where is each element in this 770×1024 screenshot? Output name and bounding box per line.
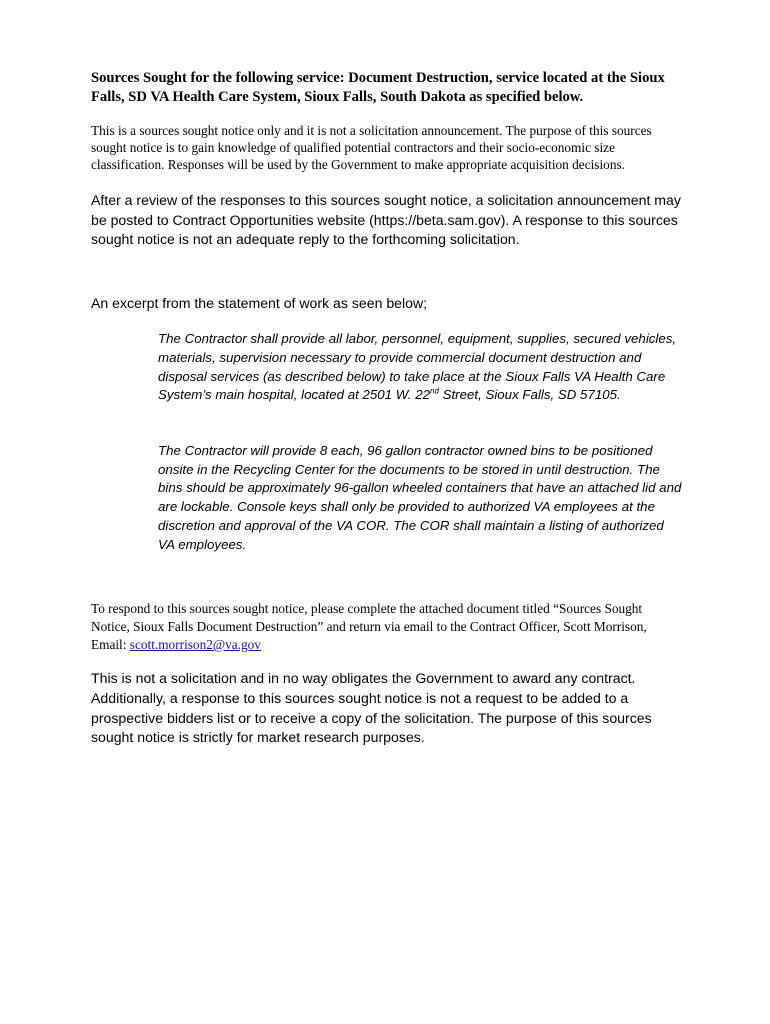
intro-paragraph: This is a sources sought notice only and it is not a solicitation announcement. The purpose of this sources sought notice is to gain knowledge of qualified potential contractors and their socio-economic size classification. Responses will be used by the Government to make appropriate acquisition decisions. xyxy=(91,123,652,173)
sow-excerpt-1-text-end: Street, Sioux Falls, SD 57105. xyxy=(438,387,621,403)
respond-paragraph xyxy=(91,600,671,654)
sow-excerpt-1 xyxy=(158,330,683,405)
sow-excerpt-2: The Contractor will provide 8 each, 96 gallon contractor owned bins to be positioned onsite in the Recycling Center for the documents to be stored in until destruction. The bins should be approximately 96-gallon wheeled containers that have an attached lid and are lockable. Console keys shall only be provided to authorized VA employees at the discretion and approval of the VA COR. The COR shall maintain a listing of authorized VA employees. xyxy=(158,443,682,552)
after-review-paragraph: After a review of the responses to this sources sought notice, a solicitation announcement may be posted to Contract Opportunities website (https://beta.sam.gov). A response to this sources sought notice is not an adequate reply to the forthcoming solicitation. xyxy=(91,192,681,248)
notice-title: Sources Sought for the following service: Document Destruction, service located at the Sioux Falls, SD VA Health Care System, Sioux Falls, South Dakota as specified below. xyxy=(91,70,665,105)
closing-paragraph: This is not a solicitation and in no way obligates the Government to award any contract. Additionally, a response to this sources sought notice is not a request to be added to a prospective bidders list or to receive a copy of the solicitation. The purpose of this sources sought notice is strictly for market research purposes. xyxy=(91,670,652,746)
ordinal-suffix: nd xyxy=(430,386,439,396)
sow-excerpt-1-text: The Contractor shall provide all labor, personnel, equipment, supplies, secured vehicles, materials, supervision necessary to provide commercial document destruction and disposal services (as described below) to take place at the Sioux Falls VA Health Care System’s main hospital, located at 2501 W. 22 xyxy=(158,331,677,403)
respond-text: To respond to this sources sought notice, please complete the attached document titled “Sources Sought Notice, Sioux Falls Document Destruction” and return via email to the Contract Officer, Scott Morrison, Email: xyxy=(91,601,647,652)
contract-officer-email-link[interactable]: scott.morrison2@va.gov xyxy=(129,637,261,652)
excerpt-lead: An excerpt from the statement of work as seen below; xyxy=(91,295,428,311)
